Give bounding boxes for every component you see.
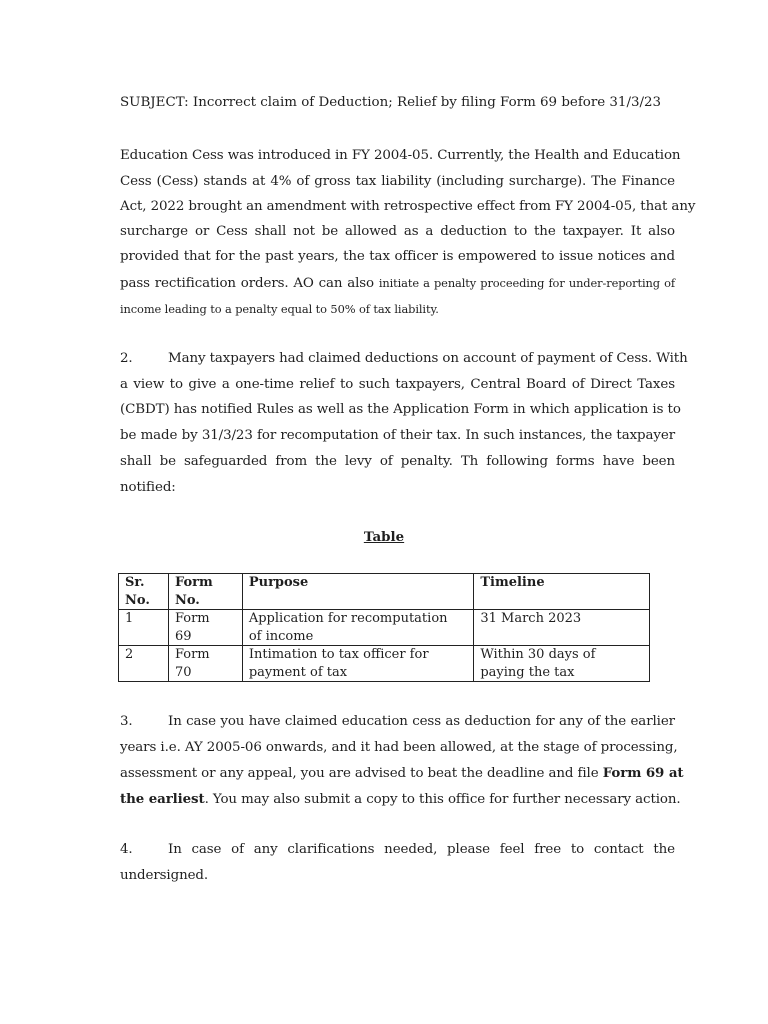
emphasis-earliest: the earliest	[120, 791, 205, 807]
header-timeline: Timeline	[474, 574, 650, 610]
header-sr-no: Sr. No.	[119, 574, 169, 610]
para4-line-1: 4. In case of any clarifications needed, please feel free to contact the	[120, 837, 675, 863]
emphasis-form-69: Form 69 at	[602, 765, 684, 781]
cell-purpose: Application for recomputation of income	[242, 610, 474, 646]
para1-line-6	[120, 270, 675, 297]
para1-line-1: Education Cess was introduced in FY 2004-05. Currently, the Health and Education	[120, 148, 681, 163]
forms-table	[118, 573, 650, 682]
para4-number: 4.	[120, 842, 133, 857]
table-title: Table	[363, 529, 405, 545]
para1-line-6-small: initiate a penalty proceeding for under-reporting of	[378, 276, 675, 290]
para2-line-1	[120, 346, 688, 372]
header-purpose: Purpose	[242, 574, 474, 610]
subject-line: SUBJECT: Incorrect claim of Deduction; Relief by filing Form 69 before 31/3/23	[120, 95, 662, 110]
para1-line-5: provided that for the past years, the tax officer is empowered to issue notices and	[120, 249, 675, 264]
para2-line-2: a view to give a one-time relief to such taxpayers, Central Board of Direct Taxes	[120, 377, 675, 392]
para1-line-2: Cess (Cess) stands at 4% of gross tax liability (including surcharge). The Finance	[120, 174, 675, 189]
para1-line-7: income leading to a penalty equal to 50% of tax liability.	[120, 302, 439, 316]
para1-line-6-normal: pass rectification orders. AO can also	[120, 276, 379, 291]
table-row	[119, 610, 650, 646]
header-form-no: Form No.	[168, 574, 242, 610]
para1-line-3: Act, 2022 brought an amendment with retrospective effect from FY 2004-05, that any	[120, 199, 696, 214]
cell-sr: 2	[119, 646, 169, 682]
para3-line-1: 3. In case you have claimed education cess as deduction for any of the earlier	[120, 709, 675, 735]
cell-sr: 1	[119, 610, 169, 646]
para2-line-1-text: Many taxpayers had claimed deductions on account of payment of Cess. With	[168, 351, 688, 366]
table-row	[119, 646, 650, 682]
para2-line-6: notified:	[120, 480, 176, 495]
para3-line-2: years i.e. AY 2005-06 onwards, and it had been allowed, at the stage of processing,	[120, 740, 678, 755]
cell-timeline: Within 30 days of paying the tax	[474, 646, 650, 682]
table-header-row	[119, 574, 650, 610]
para3-line-3: assessment or any appeal, you are advised to beat the deadline and file Form 69 at	[120, 765, 684, 781]
para3-line-4: the earliest. You may also submit a copy to this office for further necessary action.	[120, 791, 681, 807]
para4-line-2: undersigned.	[120, 868, 209, 883]
para2-line-5: shall be safeguarded from the levy of penalty. Th following forms have been	[120, 454, 675, 469]
para3-number: 3.	[120, 714, 133, 729]
para1-line-4: surcharge or Cess shall not be allowed as a deduction to the taxpayer. It also	[120, 224, 675, 239]
cell-form: Form 69	[168, 610, 242, 646]
cell-timeline: 31 March 2023	[474, 610, 650, 646]
para2-number: 2.	[120, 351, 133, 366]
para2-line-4: be made by 31/3/23 for recomputation of their tax. In such instances, the taxpayer	[120, 428, 675, 443]
cell-purpose: Intimation to tax officer for payment of tax	[242, 646, 474, 682]
para2-line-3: (CBDT) has notified Rules as well as the Application Form in which application is to	[120, 402, 681, 417]
cell-form: Form 70	[168, 646, 242, 682]
